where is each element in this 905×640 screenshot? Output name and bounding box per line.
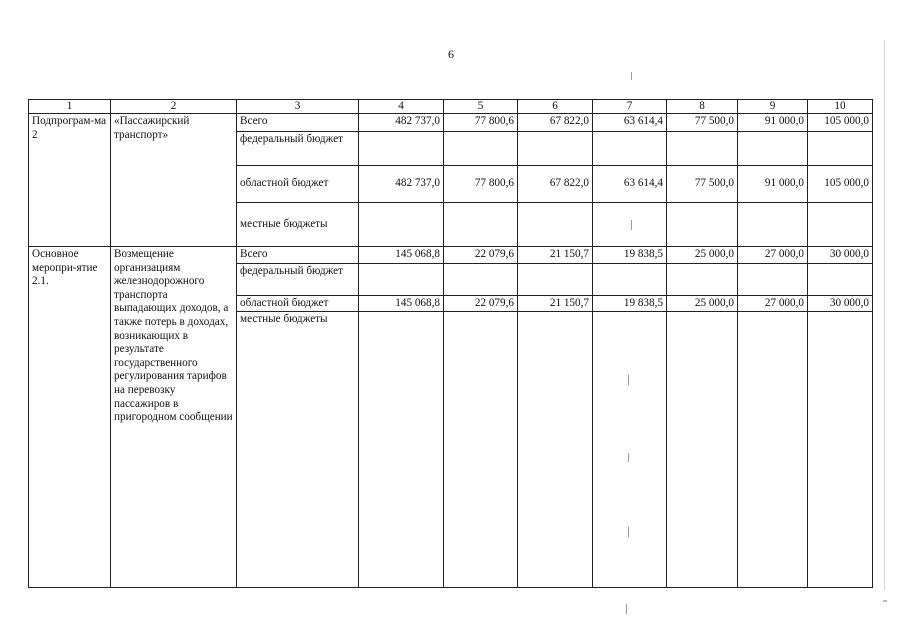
value-cell — [667, 312, 738, 588]
value-cell: 91 000,0 — [738, 114, 808, 132]
value-cell: 19 838,5 — [593, 295, 667, 312]
column-header: 1 — [29, 100, 111, 114]
funding-source: местные бюджеты — [237, 203, 359, 247]
value-cell: 21 150,7 — [518, 247, 593, 264]
value-cell — [667, 263, 738, 295]
value-cell — [738, 132, 808, 166]
value-cell: 21 150,7 — [518, 295, 593, 312]
column-header: 4 — [359, 100, 444, 114]
column-header: 5 — [444, 100, 518, 114]
value-cell: 30 000,0 — [808, 247, 873, 264]
value-cell: 63 614,4 — [593, 166, 667, 203]
value-cell — [738, 312, 808, 588]
column-header: 2 — [111, 100, 237, 114]
value-cell — [593, 132, 667, 166]
value-cell — [808, 203, 873, 247]
value-cell: 25 000,0 — [667, 295, 738, 312]
value-cell — [444, 203, 518, 247]
column-number-row — [29, 100, 873, 114]
column-header: 8 — [667, 100, 738, 114]
scan-artifact — [631, 220, 632, 230]
value-cell: 482 737,0 — [359, 166, 444, 203]
value-cell: 22 079,6 — [444, 247, 518, 264]
value-cell: 145 068,8 — [359, 247, 444, 264]
value-cell — [738, 263, 808, 295]
funding-source: федеральный бюджет — [237, 132, 359, 166]
budget-table — [28, 99, 873, 588]
column-header: 3 — [237, 100, 359, 114]
value-cell: 482 737,0 — [359, 114, 444, 132]
scan-artifact — [628, 527, 629, 537]
scan-artifact — [626, 604, 627, 614]
value-cell: 77 800,6 — [444, 166, 518, 203]
value-cell — [359, 263, 444, 295]
value-cell — [738, 203, 808, 247]
column-header: 10 — [808, 100, 873, 114]
value-cell: 67 822,0 — [518, 166, 593, 203]
value-cell — [518, 203, 593, 247]
value-cell: 77 500,0 — [667, 114, 738, 132]
value-cell: 91 000,0 — [738, 166, 808, 203]
value-cell: 19 838,5 — [593, 247, 667, 264]
table-row — [29, 247, 873, 264]
value-cell — [593, 203, 667, 247]
scan-artifact — [883, 600, 887, 602]
value-cell — [667, 203, 738, 247]
column-header: 9 — [738, 100, 808, 114]
scan-artifact — [628, 375, 629, 385]
funding-source: местные бюджеты — [237, 312, 359, 588]
value-cell — [593, 312, 667, 588]
value-cell — [808, 132, 873, 166]
funding-source: Всего — [237, 247, 359, 264]
value-cell: 25 000,0 — [667, 247, 738, 264]
value-cell: 27 000,0 — [738, 247, 808, 264]
value-cell: 27 000,0 — [738, 295, 808, 312]
activity-title: Возмещение организациям железнодорожного транспорта выпадающих доходов, а также потерь в доходах, возникающих в результате государственного регулирования тарифов на перевозку пассажиров в пригородном сообщении — [111, 247, 237, 588]
table-row — [29, 114, 873, 132]
value-cell — [808, 312, 873, 588]
funding-source: областной бюджет — [237, 166, 359, 203]
value-cell — [518, 263, 593, 295]
value-cell — [667, 132, 738, 166]
value-cell — [444, 132, 518, 166]
value-cell: 30 000,0 — [808, 295, 873, 312]
funding-source: федеральный бюджет — [237, 263, 359, 295]
column-header: 6 — [518, 100, 593, 114]
scan-artifact — [628, 453, 629, 462]
column-header: 7 — [593, 100, 667, 114]
value-cell: 77 800,6 — [444, 114, 518, 132]
scan-artifact — [884, 40, 885, 590]
subprogram-name: Подпрограм-ма 2 — [29, 114, 111, 247]
value-cell: 22 079,6 — [444, 295, 518, 312]
value-cell — [808, 263, 873, 295]
value-cell — [444, 312, 518, 588]
value-cell — [359, 312, 444, 588]
value-cell: 145 068,8 — [359, 295, 444, 312]
funding-source: областной бюджет — [237, 295, 359, 312]
value-cell — [359, 203, 444, 247]
value-cell: 63 614,4 — [593, 114, 667, 132]
scan-artifact — [631, 72, 632, 80]
page-number: 6 — [448, 47, 454, 61]
value-cell — [518, 132, 593, 166]
value-cell — [518, 312, 593, 588]
value-cell: 105 000,0 — [808, 114, 873, 132]
value-cell — [593, 263, 667, 295]
activity-name: Основное меропри-ятие 2.1. — [29, 247, 111, 588]
value-cell: 105 000,0 — [808, 166, 873, 203]
value-cell — [444, 263, 518, 295]
subprogram-title: «Пассажирский транспорт» — [111, 114, 237, 247]
value-cell: 77 500,0 — [667, 166, 738, 203]
value-cell — [359, 132, 444, 166]
funding-source: Всего — [237, 114, 359, 132]
value-cell: 67 822,0 — [518, 114, 593, 132]
